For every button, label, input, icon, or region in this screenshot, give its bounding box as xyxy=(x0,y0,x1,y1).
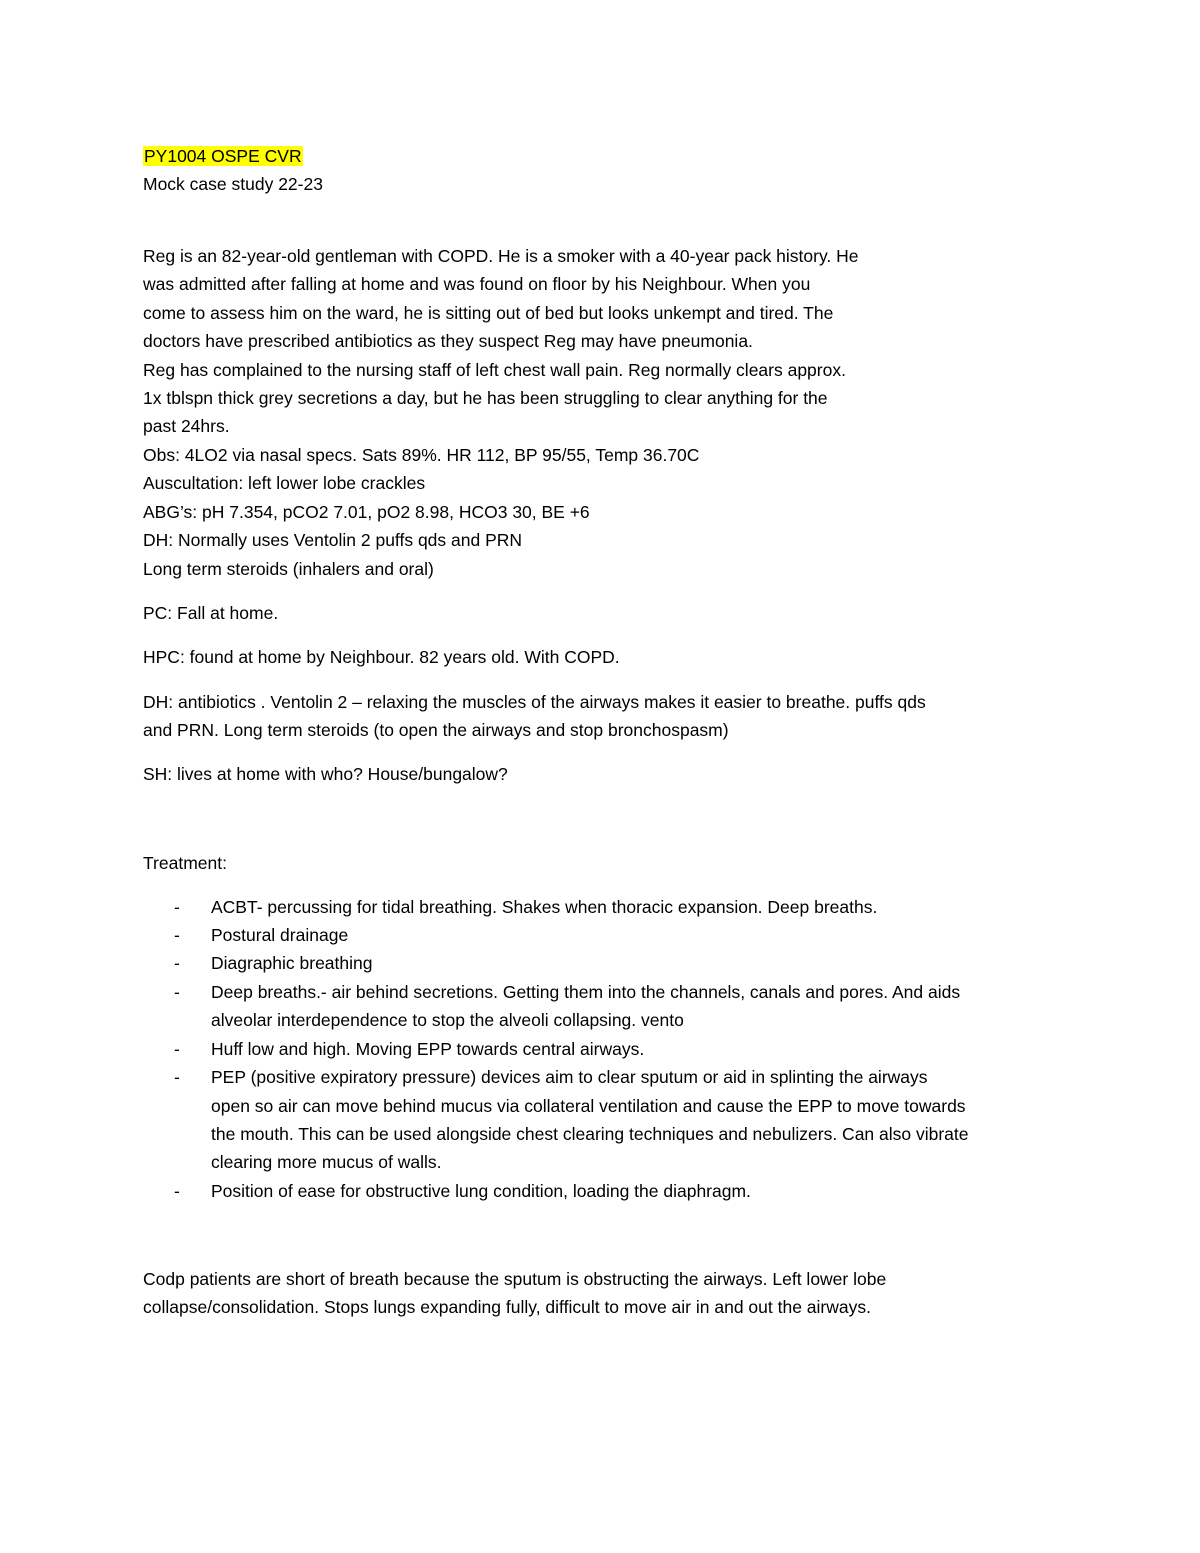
history-presenting-complaint: HPC: found at home by Neighbour. 82 years old. With COPD. xyxy=(143,647,620,667)
list-item: Huff low and high. Moving EPP towards central airways. xyxy=(211,1039,645,1059)
presenting-complaint: PC: Fall at home. xyxy=(143,603,279,623)
document-title xyxy=(143,142,303,170)
bullet-marker: - xyxy=(174,1039,180,1059)
case-line: was admitted after falling at home and was found on floor by his Neighbour. When you xyxy=(143,274,811,294)
list-item: Deep breaths.- air behind secretions. Getting them into the channels, canals and pores. And aids xyxy=(211,982,961,1002)
social-history: SH: lives at home with who? House/bungalow? xyxy=(143,764,508,784)
bullet-marker: - xyxy=(174,953,180,973)
bullet-marker: - xyxy=(174,982,180,1002)
case-line: 1x tblspn thick grey secretions a day, but he has been struggling to clear anything for the xyxy=(143,388,828,408)
bullet-marker: - xyxy=(174,1181,180,1201)
case-line: past 24hrs. xyxy=(143,416,230,436)
title-highlight: PY1004 OSPE CVR xyxy=(144,146,302,166)
treatment-heading: Treatment: xyxy=(143,853,227,873)
list-item: ACBT- percussing for tidal breathing. Shakes when thoracic expansion. Deep breaths. xyxy=(211,897,878,917)
list-item: Postural drainage xyxy=(211,925,349,945)
dh-line: and PRN. Long term steroids (to open the airways and stop bronchospasm) xyxy=(143,720,729,740)
case-line: come to assess him on the ward, he is sitting out of bed but looks unkempt and tired. The xyxy=(143,303,834,323)
document-subtitle: Mock case study 22-23 xyxy=(143,174,323,194)
drug-history-line: DH: Normally uses Ventolin 2 puffs qds and PRN xyxy=(143,530,523,550)
list-item-continuation: alveolar interdependence to stop the alveoli collapsing. vento xyxy=(211,1010,684,1030)
list-item: Diagraphic breathing xyxy=(211,953,373,973)
abg-line: ABG’s: pH 7.354, pCO2 7.01, pO2 8.98, HCO3 30, BE +6 xyxy=(143,502,590,522)
conclusion-line: collapse/consolidation. Stops lungs expanding fully, difficult to move air in and out the airways. xyxy=(143,1297,871,1317)
dh-line: DH: antibiotics . Ventolin 2 – relaxing the muscles of the airways makes it easier to breathe. puffs qds xyxy=(143,692,926,712)
steroids-line: Long term steroids (inhalers and oral) xyxy=(143,559,434,579)
conclusion-line: Codp patients are short of breath because the sputum is obstructing the airways. Left lower lobe xyxy=(143,1269,887,1289)
case-line: Reg has complained to the nursing staff of left chest wall pain. Reg normally clears approx. xyxy=(143,360,846,380)
bullet-marker: - xyxy=(174,925,180,945)
list-item-continuation: open so air can move behind mucus via collateral ventilation and cause the EPP to move towards xyxy=(211,1096,966,1116)
bullet-marker: - xyxy=(174,897,180,917)
bullet-marker: - xyxy=(174,1067,180,1087)
auscultation-line: Auscultation: left lower lobe crackles xyxy=(143,473,426,493)
list-item: Position of ease for obstructive lung condition, loading the diaphragm. xyxy=(211,1181,751,1201)
case-line: doctors have prescribed antibiotics as they suspect Reg may have pneumonia. xyxy=(143,331,753,351)
list-item-continuation: clearing more mucus of walls. xyxy=(211,1152,442,1172)
list-item: PEP (positive expiratory pressure) devices aim to clear sputum or aid in splinting the airways xyxy=(211,1067,928,1087)
list-item-continuation: the mouth. This can be used alongside chest clearing techniques and nebulizers. Can also vibrate xyxy=(211,1124,969,1144)
observations-line: Obs: 4LO2 via nasal specs. Sats 89%. HR 112, BP 95/55, Temp 36.70C xyxy=(143,445,700,465)
case-line: Reg is an 82-year-old gentleman with COPD. He is a smoker with a 40-year pack history. He xyxy=(143,246,859,266)
